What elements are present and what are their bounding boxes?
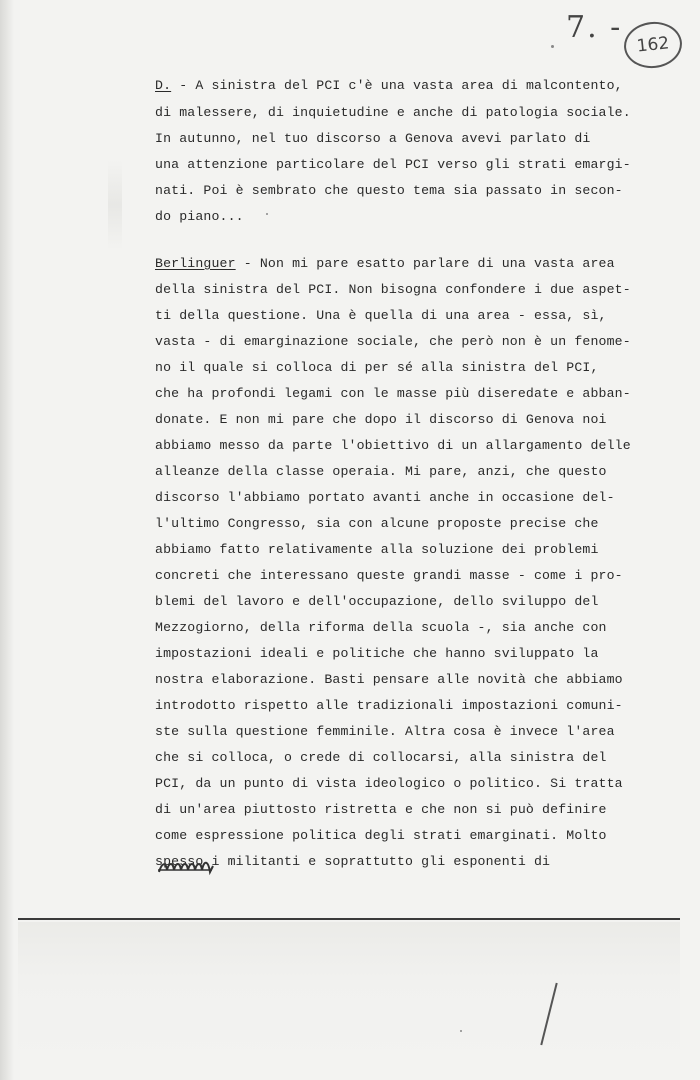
answer-line-2: della sinistra del PCI. Non bisogna confondere i due aspet- [155,282,631,297]
answer-line-10: discorso l'abbiamo portato avanti anche in occasione del- [155,490,615,505]
ink-speck [266,213,268,215]
answer-line-11: l'ultimo Congresso, sia con alcune proposte precise che [155,516,599,531]
struck-out-word [157,858,215,878]
answer-line-21: PCI, da un punto di vista ideologico o politico. Si tratta [155,776,623,791]
answer-line-7: donate. E non mi pare che dopo il discorso di Genova noi [155,412,607,427]
answer-line-6: che ha profondi legami con le masse più diseredate e abban- [155,386,631,401]
answer-line-8: abbiamo messo da parte l'obiettivo di un allargamento delle [155,438,631,453]
answer-line-3: ti della questione. Una è quella di una area - essa, sì, [155,308,607,323]
question-line-2: di malessere, di inquietudine e anche di patologia sociale. [155,105,631,120]
question-line-6: do piano... [155,209,244,224]
answer-line-17: nostra elaborazione. Basti pensare alle novità che abbiamo [155,672,623,687]
answer-line-15: Mezzogiorno, della riforma della scuola -, sia anche con [155,620,607,635]
answer-line-24: spesso i militanti e soprattutto gli esponenti di [155,854,551,869]
answer-line-22: di un'area piuttosto ristretta e che non si può definire [155,802,607,817]
answer-line-16: impostazioni ideali e politiche che hanno sviluppato la [155,646,599,661]
answer-line-1: Berlinguer - Non mi pare esatto parlare di una vasta area [155,256,615,271]
answer-line-19: ste sulla questione femminile. Altra cosa è invece l'area [155,724,615,739]
answer-line-4: vasta - di emarginazione sociale, che però non è un fenome- [155,334,631,349]
question-line-1: D. - A sinistra del PCI c'è una vasta area di malcontento, [155,78,623,93]
answer-line-23: come espressione politica degli strati emarginati. Molto [155,828,607,843]
answer-line-5: no il quale si colloca di per sé alla sinistra del PCI, [155,360,599,375]
page-number: 7. - [566,10,623,45]
answer-line-18: introdotto rispetto alle tradizionali impostazioni comuni- [155,698,623,713]
ink-speck [460,1030,462,1032]
question-line-4: una attenzione particolare del PCI verso gli strati emargi- [155,157,631,172]
question-speaker: D. [155,78,172,93]
page-divider-line [18,918,680,920]
stamp-number: 162 [635,33,671,57]
answer-line-9: alleanze della classe operaia. Mi pare, anzi, che questo [155,464,607,479]
ink-speck [551,45,554,48]
page-edge-shadow [0,0,14,1080]
answer-line-12: abbiamo fatto relativamente alla soluzione dei problemi [155,542,599,557]
answer-line-14: blemi del lavoro e dell'occupazione, dello sviluppo del [155,594,599,609]
margin-smudge [108,160,122,250]
bleed-through-area [18,922,680,1062]
archive-stamp [622,19,684,71]
answer-line-20: che si colloca, o crede di collocarsi, alla sinistra del [155,750,607,765]
answer-speaker: Berlinguer [155,256,236,271]
answer-line-13: concreti che interessano queste grandi masse - come i pro- [155,568,623,583]
question-line-5: nati. Poi è sembrato che questo tema sia passato in secon- [155,183,623,198]
question-line-3: In autunno, nel tuo discorso a Genova avevi parlato di [155,131,591,146]
